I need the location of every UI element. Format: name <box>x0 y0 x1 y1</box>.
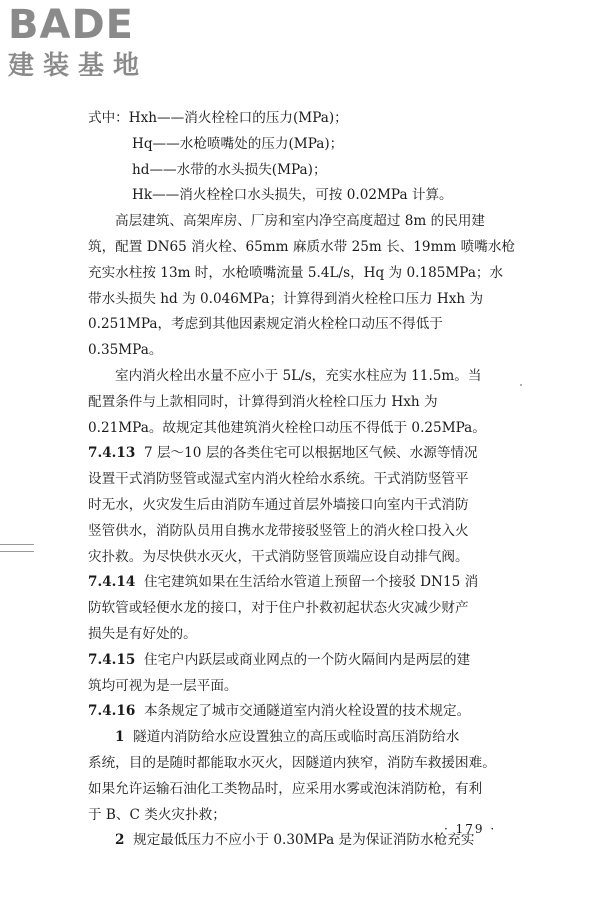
text-line: hd——水带的水头损失(MPa)； <box>132 161 327 178</box>
clause-line <box>88 570 514 596</box>
text-line: 7 层～10 层的各类住宅可以根据地区气候、水源等情况 <box>143 445 478 462</box>
text-line: 本条规定了城市交通隧道室内消火栓设置的技术规定。 <box>143 703 471 720</box>
scan-speck <box>520 384 522 386</box>
margin-mark <box>0 544 34 552</box>
page-body <box>88 106 514 854</box>
clause-line <box>88 648 514 674</box>
text-line: 于 B、C 类火灾扑救； <box>88 806 226 823</box>
text-line: 充实水柱按 13m 时，水枪喷嘴流量 5.4L/s，Hq 为 0.185MPa；水 <box>88 264 504 281</box>
text-line: 0.251MPa，考虑到其他因素规定消火栓栓口动压不得低于 <box>88 316 443 333</box>
page-number: · 179 · <box>444 822 497 836</box>
text-line: 室内消火栓出水量不应小于 5L/s，充实水柱应为 11.5m。当 <box>115 367 482 384</box>
text-line: 筑，配置 DN65 消火栓、65mm 麻质水带 25m 长、19mm 喷嘴水枪 <box>88 238 516 255</box>
text-line: 损失是有好处的。 <box>88 625 197 642</box>
text-line: 筑均可视为是一层平面。 <box>88 677 238 694</box>
text-line: 防软管或轻便水龙的接口，对于住户扑救初起状态火灾减少财产 <box>88 600 469 617</box>
item-number: 2 <box>115 832 125 849</box>
text-line: 住宅户内跃层或商业网点的一个防火隔间内是两层的建 <box>143 651 471 668</box>
text-line: 隧道内消防给水应设置独立的高压或临时高压消防给水 <box>133 729 460 746</box>
bade-logo <box>8 2 148 82</box>
text-line: 配置条件与上款相同时，计算得到消火栓栓口压力 Hxh 为 <box>88 393 438 410</box>
text-line: 0.35MPa。 <box>88 342 163 359</box>
clause-line <box>88 441 514 467</box>
item-line <box>88 725 514 751</box>
clause-number: 7.4.14 <box>88 574 136 591</box>
text-line: 式中：Hxh——消火栓栓口的压力(MPa)； <box>88 110 348 126</box>
clause-number: 7.4.13 <box>88 445 136 462</box>
text-line: 系统，目的是随时都能取水灭火，因隧道内狭窄，消防车救援困难。 <box>88 754 496 771</box>
text-line: 带水头损失 hd 为 0.046MPa；计算得到消火栓栓口压力 Hxh 为 <box>88 290 484 307</box>
text-line: 时无水，火灾发生后由消防车通过首层外墙接口向室内干式消防 <box>88 496 469 513</box>
clause-number: 7.4.15 <box>88 651 136 668</box>
text-line: 如果允许运输石油化工类物品时，应采用水雾或泡沫消防枪，有利 <box>88 780 483 797</box>
text-line: 灾扑救。为尽快供水灭火，干式消防竖管顶端应设自动排气阀。 <box>88 548 469 565</box>
text-line: 0.21MPa。故规定其他建筑消火栓栓口动压不得低于 0.25MPa。 <box>88 419 486 436</box>
text-line: 规定最低压力不应小于 0.30MPa 是为保证消防水枪充实 <box>133 832 475 849</box>
text-line: Hk——消火栓栓口水头损失，可按 0.02MPa 计算。 <box>132 187 453 204</box>
text-line: 设置干式消防竖管或湿式室内消火栓给水系统。干式消防竖管平 <box>88 471 469 488</box>
logo-subtitle: 建装基地 <box>8 51 149 81</box>
clause-line <box>88 699 514 725</box>
logo-brand: BADE <box>8 2 134 48</box>
text-line: 高层建筑、高架库房、厂房和室内净空高度超过 8m 的民用建 <box>115 213 486 230</box>
clause-number: 7.4.16 <box>88 703 136 720</box>
text-line: Hq——水枪喷嘴处的压力(MPa)； <box>132 135 344 152</box>
item-number: 1 <box>115 729 125 746</box>
text-line: 住宅建筑如果在生活给水管道上预留一个接驳 DN15 消 <box>143 574 479 591</box>
text-line: 竖管供水，消防队员用自携水龙带接驳竖管上的消火栓口投入火 <box>88 522 469 539</box>
